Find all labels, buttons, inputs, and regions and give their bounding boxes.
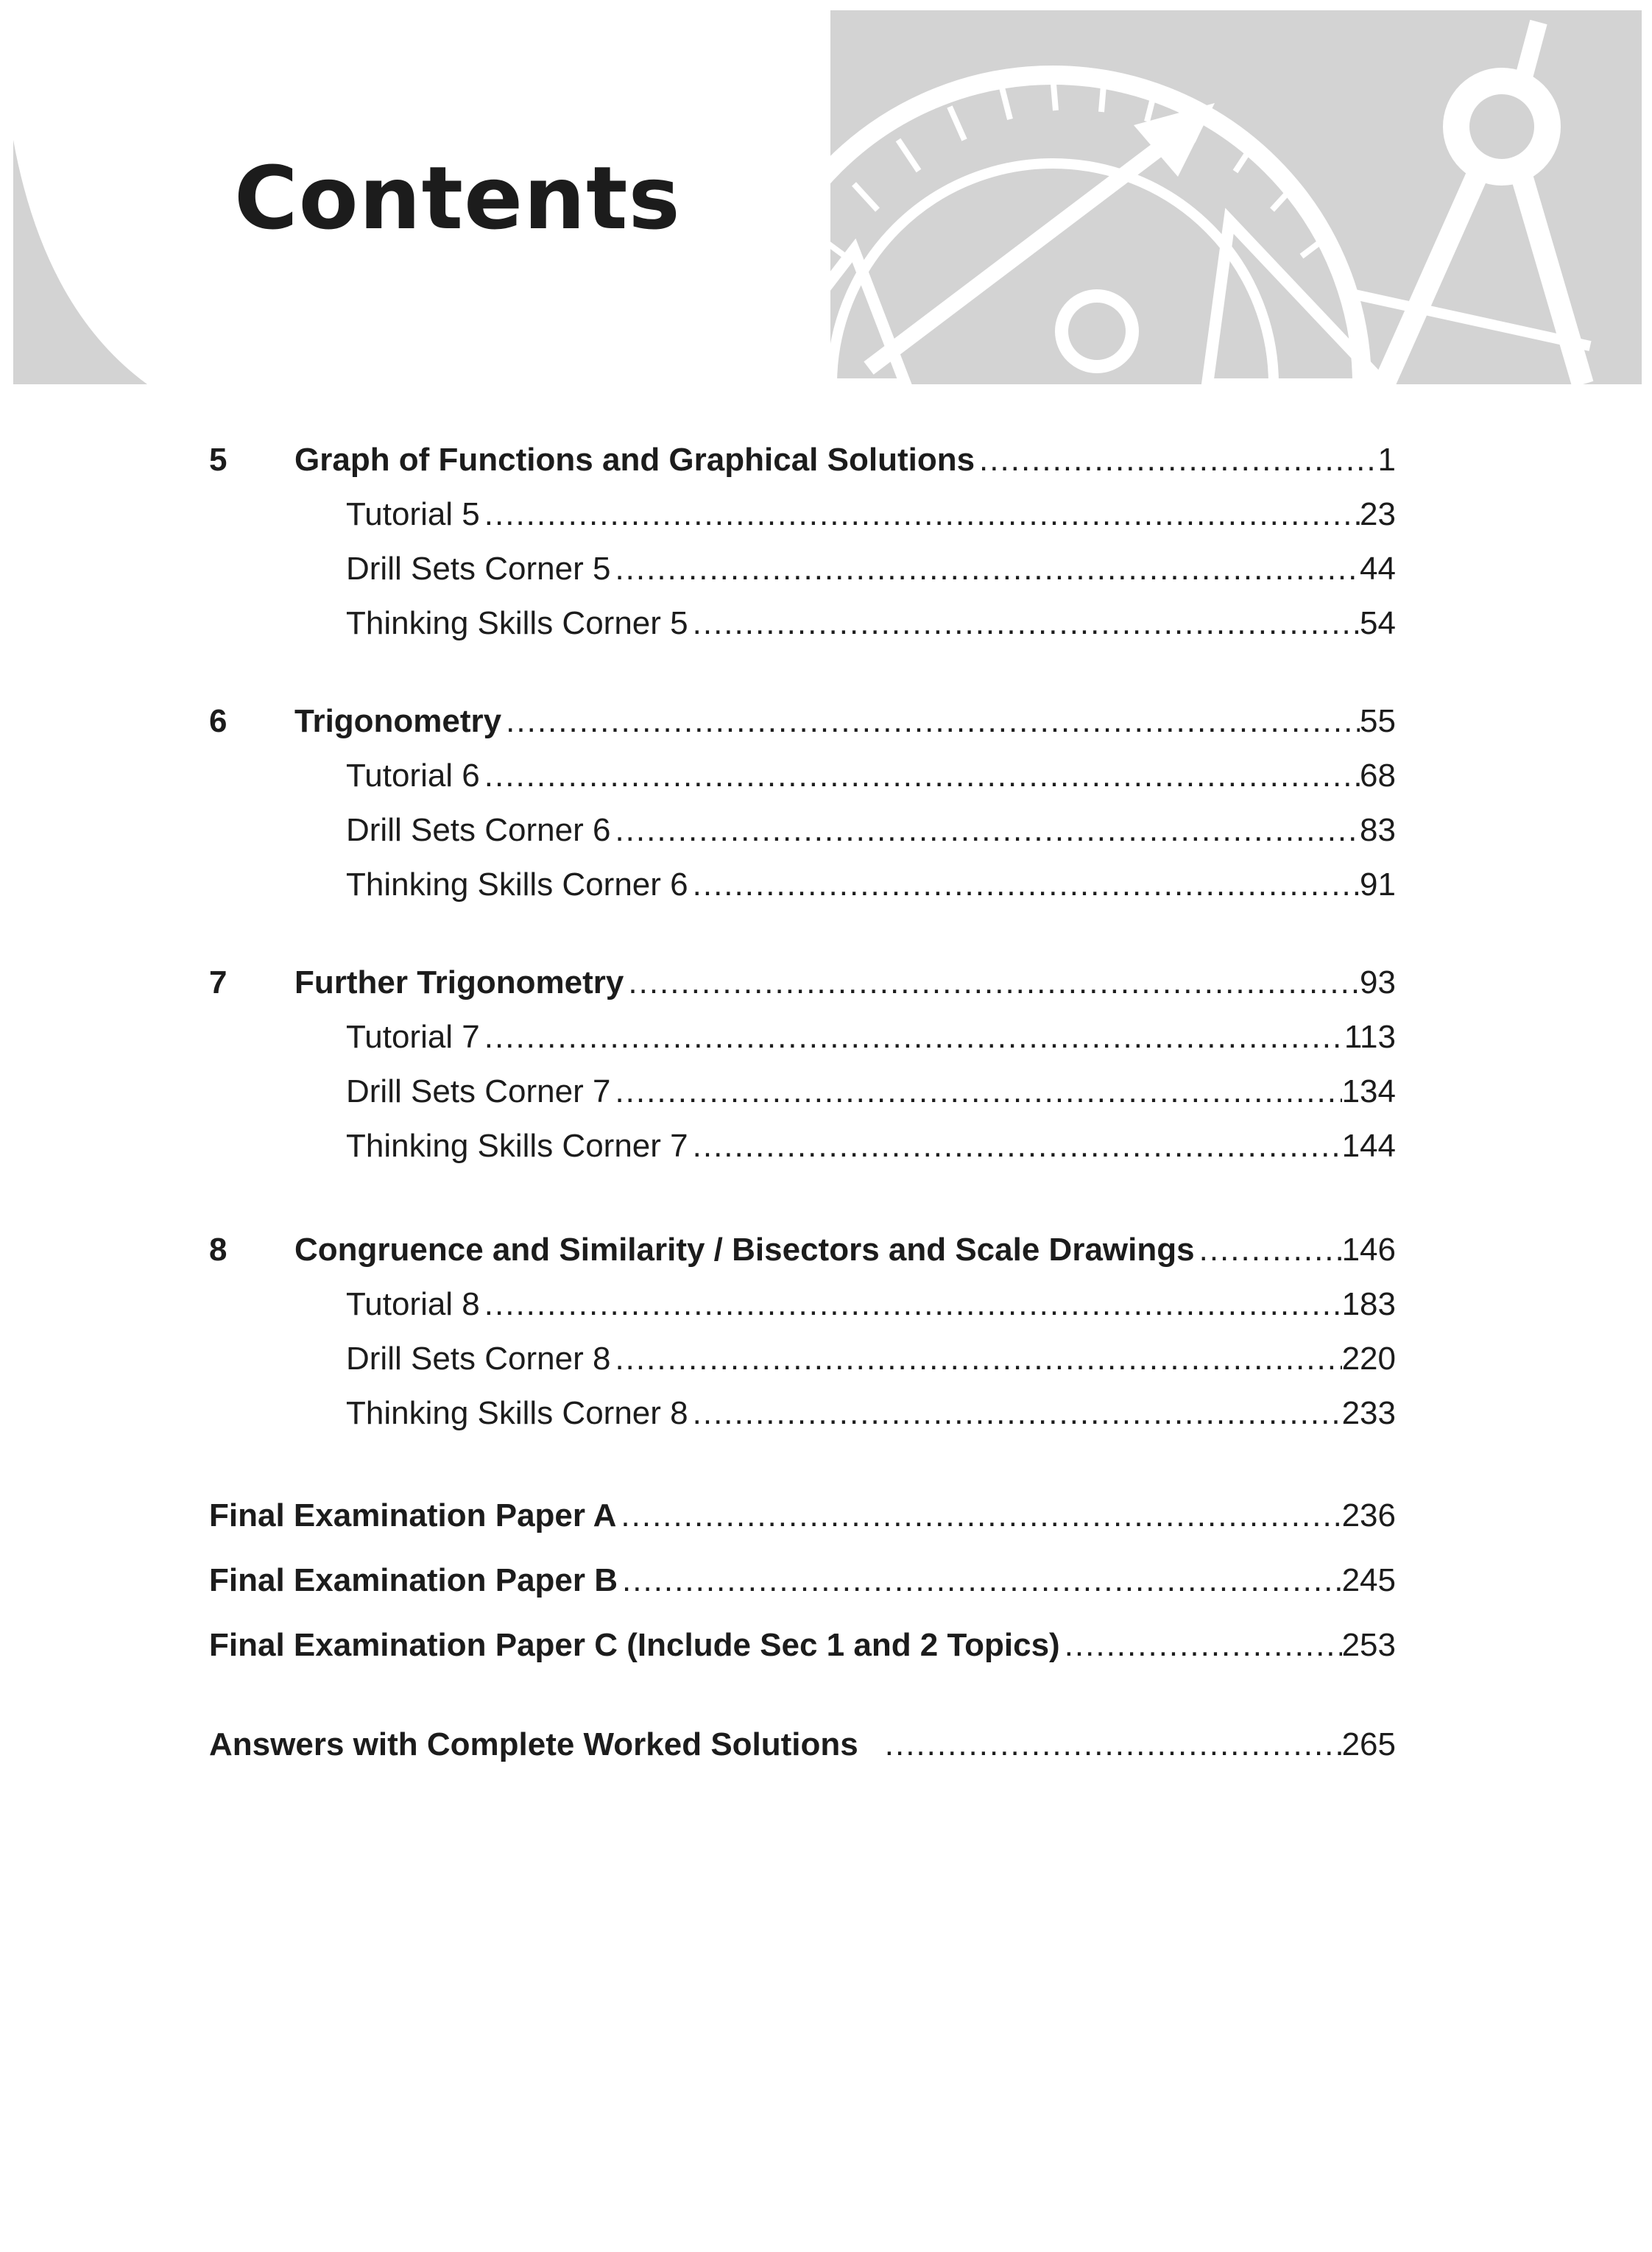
dot-leader — [610, 1337, 1341, 1381]
page-number: 233 — [1341, 1395, 1396, 1431]
dot-leader — [1060, 1623, 1342, 1667]
toc-sub-row[interactable] — [209, 493, 1396, 537]
page-number: 220 — [1341, 1341, 1396, 1377]
dot-leader — [610, 808, 1360, 853]
page-number: 23 — [1360, 496, 1396, 532]
page-number: 144 — [1341, 1128, 1396, 1164]
dot-leader — [480, 754, 1360, 798]
sub-title: Tutorial 6 — [346, 758, 480, 794]
page-number: 83 — [1360, 812, 1396, 848]
dot-leader — [880, 1723, 1342, 1767]
toc-chapter-row[interactable] — [209, 438, 1396, 482]
toc-sub-row[interactable] — [209, 1337, 1396, 1381]
page-number: 253 — [1341, 1627, 1396, 1663]
toc-sub-row[interactable] — [209, 601, 1396, 646]
chapter-number: 7 — [209, 964, 227, 1000]
chapter-title: Further Trigonometry — [294, 964, 624, 1000]
toc-answers-row[interactable] — [209, 1723, 1396, 1767]
chapter-number: 6 — [209, 703, 227, 739]
page-number: 183 — [1341, 1286, 1396, 1322]
toc-sub-row[interactable] — [209, 808, 1396, 853]
toc-sub-row[interactable] — [209, 547, 1396, 591]
dot-leader — [618, 1559, 1342, 1603]
left-corner-shape — [13, 140, 147, 384]
sub-title: Drill Sets Corner 7 — [346, 1073, 611, 1109]
sub-title: Drill Sets Corner 5 — [346, 551, 611, 587]
page-number: 113 — [1344, 1019, 1396, 1055]
toc-sub-row[interactable] — [209, 1282, 1396, 1327]
answers-title: Answers with Complete Worked Solutions — [209, 1726, 858, 1762]
toc-sub-row[interactable] — [209, 1015, 1396, 1059]
dot-leader — [480, 1015, 1344, 1059]
sub-title: Drill Sets Corner 8 — [346, 1341, 611, 1377]
page-number: 91 — [1360, 866, 1396, 903]
dot-leader — [610, 1070, 1341, 1114]
sub-title: Thinking Skills Corner 7 — [346, 1128, 688, 1164]
sub-title: Drill Sets Corner 6 — [346, 812, 611, 848]
toc-paper-row[interactable] — [209, 1559, 1396, 1603]
chapter-title: Graph of Functions and Graphical Solutions — [294, 442, 975, 478]
page-number: 1 — [1377, 442, 1396, 478]
page-number: 68 — [1360, 758, 1396, 794]
toc-chapter-row[interactable] — [209, 961, 1396, 1005]
dot-leader — [688, 1391, 1342, 1436]
toc-sub-row[interactable] — [209, 1391, 1396, 1436]
dot-leader — [1195, 1228, 1342, 1272]
paper-title: Final Examination Paper B — [209, 1562, 618, 1598]
toc-sub-row[interactable] — [209, 1070, 1396, 1114]
page-number: 245 — [1341, 1562, 1396, 1598]
page-number: 265 — [1341, 1726, 1396, 1762]
page-number: 146 — [1341, 1232, 1396, 1268]
dot-leader — [624, 961, 1360, 1005]
paper-title: Final Examination Paper C (Include Sec 1 and 2 Topics) — [209, 1627, 1060, 1663]
paper-title: Final Examination Paper A — [209, 1497, 617, 1533]
dot-leader — [975, 438, 1377, 482]
chapter-number: 8 — [209, 1232, 227, 1268]
page-number: 134 — [1341, 1073, 1396, 1109]
page-number: 55 — [1360, 703, 1396, 739]
toc-paper-row[interactable] — [209, 1494, 1396, 1538]
toc-sub-row[interactable] — [209, 863, 1396, 907]
page-number: 236 — [1341, 1497, 1396, 1533]
sub-title: Tutorial 5 — [346, 496, 480, 532]
dot-leader — [501, 699, 1360, 744]
dot-leader — [610, 547, 1360, 591]
page-title: Contents — [234, 147, 681, 249]
toc-paper-row[interactable] — [209, 1623, 1396, 1667]
sub-title: Thinking Skills Corner 6 — [346, 866, 688, 903]
toc-sub-row[interactable] — [209, 1124, 1396, 1168]
sub-title: Tutorial 8 — [346, 1286, 480, 1322]
page-number: 54 — [1360, 605, 1396, 641]
dot-leader — [616, 1494, 1341, 1538]
dot-leader — [688, 601, 1360, 646]
toc-chapter-row[interactable] — [209, 1228, 1396, 1272]
sub-title: Thinking Skills Corner 5 — [346, 605, 688, 641]
chapter-title: Trigonometry — [294, 703, 502, 739]
dot-leader — [688, 1124, 1342, 1168]
sub-title: Tutorial 7 — [346, 1019, 480, 1055]
page-number: 44 — [1360, 551, 1396, 587]
toc-chapter-row[interactable] — [209, 699, 1396, 744]
chapter-title: Congruence and Similarity / Bisectors and Scale Drawings — [294, 1232, 1195, 1268]
sub-title: Thinking Skills Corner 8 — [346, 1395, 688, 1431]
toc-sub-row[interactable] — [209, 754, 1396, 798]
dot-leader — [688, 863, 1360, 907]
dot-leader — [480, 493, 1360, 537]
chapter-number: 5 — [209, 442, 227, 478]
dot-leader — [480, 1282, 1342, 1327]
page-number: 93 — [1360, 964, 1396, 1000]
